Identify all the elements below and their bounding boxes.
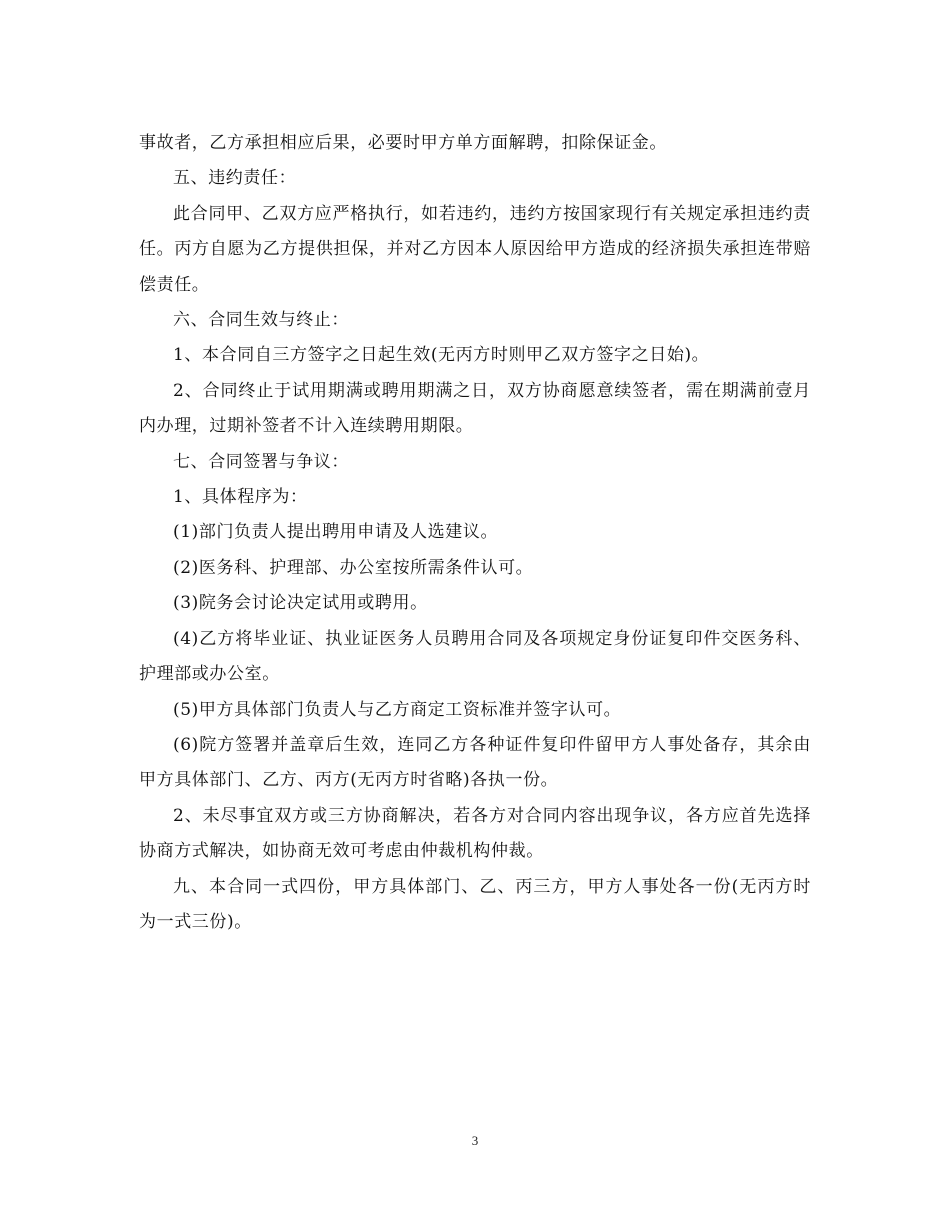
- clause-procedure-heading: 1、具体程序为：: [173, 487, 308, 508]
- clause-effective-date: 1、本合同自三方签字之日起生效(无丙方时则甲乙双方签字之日始)。: [173, 345, 710, 366]
- document-body: [139, 126, 811, 940]
- clause-copies: 九、本合同一式四份，甲方具体部门、乙、丙三方，甲方人事处各一份(无丙方时为一式三份)。: [139, 876, 811, 932]
- procedure-step-6: (6)院方签署并盖章后生效，连同乙方各种证件复印件留甲方人事处备存，其余由甲方具体部门、乙方、丙方(无丙方时省略)各执一份。: [139, 734, 811, 791]
- section-heading-breach: 五、违约责任：: [173, 168, 297, 189]
- procedure-step-5: (5)甲方具体部门负责人与乙方商定工资标准并签字认可。: [173, 699, 622, 720]
- paragraph-breach-liability: 此合同甲、乙双方应严格执行，如若违约，违约方按国家现行有关规定承担违约责任。丙方自愿为乙方提供担保，并对乙方因本人原因给甲方造成的经济损失承担连带赔偿责任。: [139, 203, 811, 295]
- section-heading-signing-dispute: 七、合同签署与争议：: [173, 451, 349, 472]
- page-number: 3: [471, 1133, 479, 1148]
- procedure-step-3: (3)院务会讨论决定试用或聘用。: [173, 593, 428, 614]
- clause-dispute-resolution: 2、未尽事宜双方或三方协商解决，若各方对合同内容出现争议，各方应首先选择协商方式解决，如协商无效可考虑由仲裁机构仲裁。: [139, 805, 811, 862]
- procedure-step-2: (2)医务科、护理部、办公室按所需条件认可。: [173, 557, 534, 578]
- procedure-step-1: (1)部门负责人提出聘用申请及人选建议。: [173, 522, 499, 543]
- clause-termination: 2、合同终止于试用期满或聘用期满之日，双方协商愿意续签者，需在期满前壹月内办理，过期补签者不计入连续聘用期限。: [139, 380, 811, 437]
- paragraph-continuation: 事故者，乙方承担相应后果，必要时甲方单方面解聘，扣除保证金。: [139, 133, 667, 153]
- section-heading-effect-termination: 六、合同生效与终止：: [173, 310, 349, 331]
- procedure-step-4: (4)乙方将毕业证、执业证医务人员聘用合同及各项规定身份证复印件交医务科、护理部或办公室。: [139, 628, 811, 685]
